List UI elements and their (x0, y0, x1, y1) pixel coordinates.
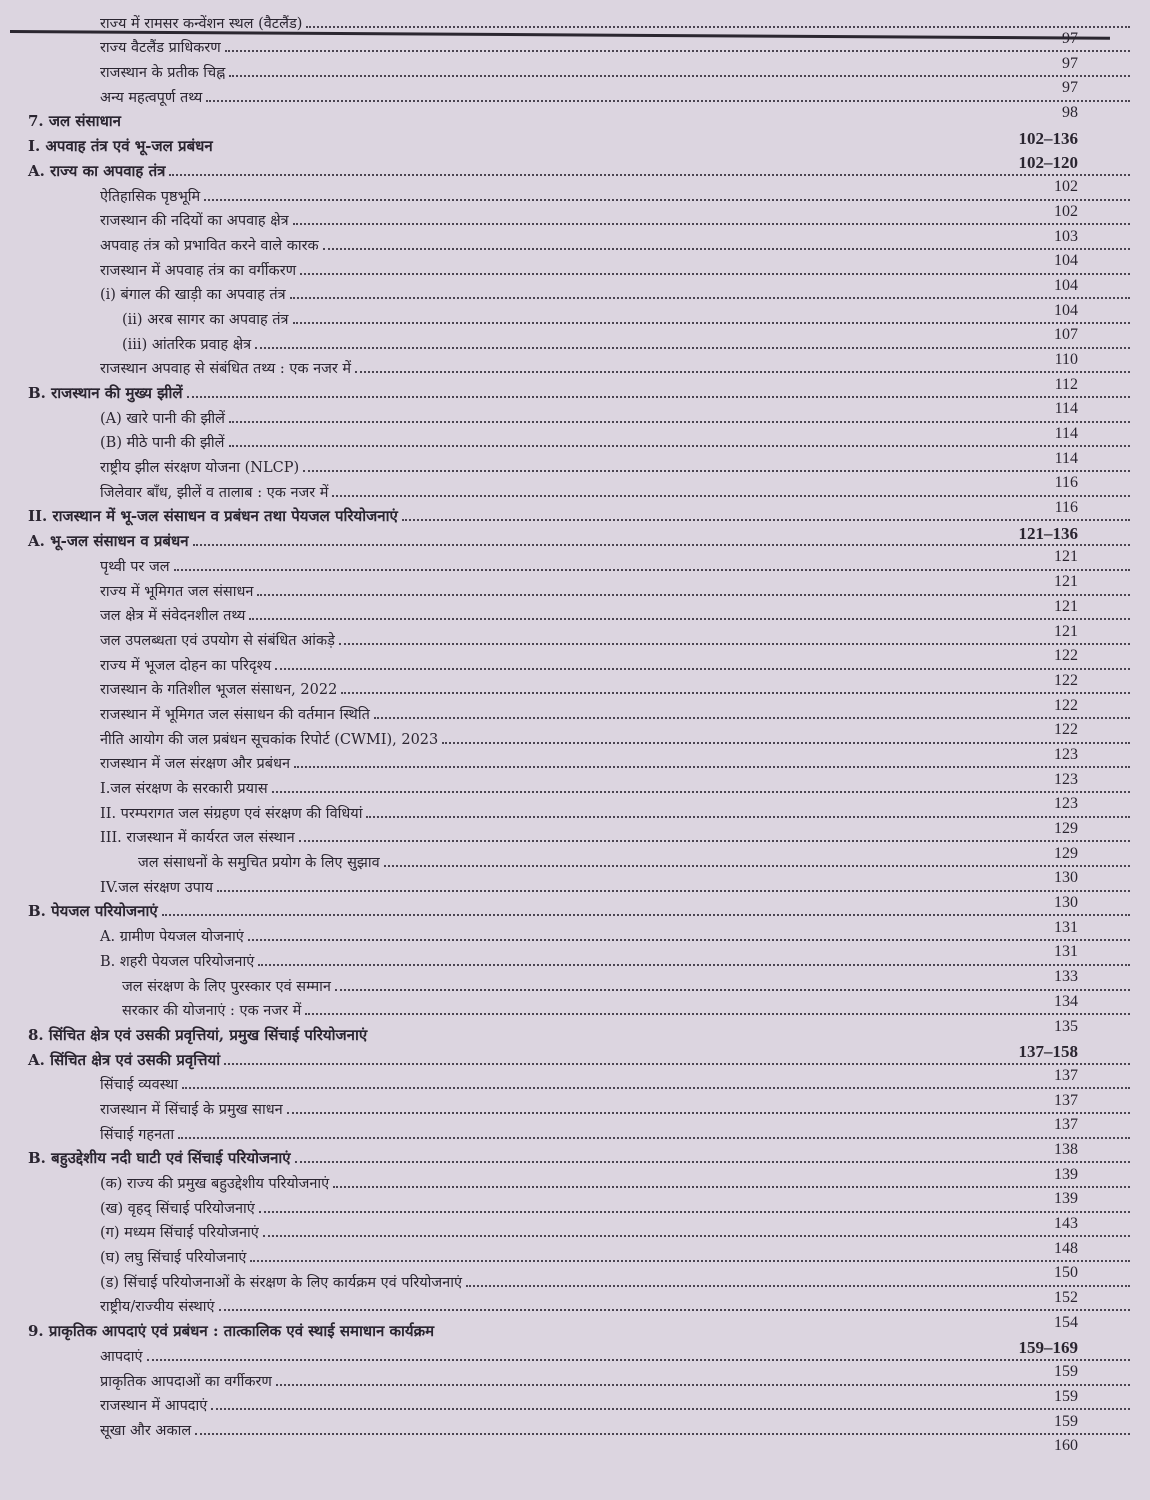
toc-page-number: 159 (1054, 1412, 1078, 1430)
toc-page-number: 160 (1054, 1437, 1078, 1455)
toc-entry (0, 255, 1150, 294)
toc-page-number: 137 (1054, 1116, 1078, 1134)
dot-leader (287, 1112, 1130, 1114)
toc-entry-title: B. राजस्थान की मुख्य झीलें (28, 384, 183, 402)
dot-leader (162, 914, 1130, 916)
toc-entry-title: जल उपलब्धता एवं उपयोग से संबंधित आंकड़े (100, 632, 335, 649)
toc-entry-title: I.जल संरक्षण के सरकारी प्रयास (100, 781, 268, 797)
dot-leader (290, 297, 1130, 299)
toc-page-number: 131 (1054, 918, 1078, 936)
toc-entry-title: (B) मीठे पानी की झीलें (100, 435, 225, 452)
toc-entry (0, 1193, 1150, 1232)
toc-entry-title: II. राजस्थान में भू-जल संसाधन व प्रबंधन तथा पेयजल परियोजनाएं (28, 507, 398, 526)
toc-entry-title: राजस्थान में सिंचाई के प्रमुख साधन (100, 1101, 283, 1118)
toc-entry-title: (ड) सिंचाई परियोजनाओं के संरक्षण के लिए कार्यक्रम एवं परियोजनाएं (100, 1274, 463, 1291)
toc-page-number: 103 (1054, 227, 1078, 245)
toc-entry (0, 403, 1150, 442)
dot-leader (249, 618, 1130, 620)
toc-entry-title: राजस्थान में आपदाएं (100, 1398, 208, 1415)
toc-entry-title: II. परम्परागत जल संग्रहण एवं संरक्षण की विधियां (100, 805, 363, 822)
toc-entry-title: राज्य में रामसर कन्वेंशन स्थल (वैटलैंड) (100, 15, 303, 32)
toc-entry-title: राज्य में भूमिगत जल संसाधन (100, 583, 254, 600)
toc-page-number: 116 (1054, 474, 1078, 492)
toc-page-number: 102 (1054, 202, 1078, 220)
dot-leader (211, 1408, 1130, 1410)
toc-page-number: 131 (1054, 943, 1078, 961)
dot-leader (366, 816, 1130, 818)
toc-entry-title: 7. जल संसाधान (28, 112, 122, 131)
toc-entry-title: प्राकृतिक आपदाओं का वर्गीकरण (100, 1373, 272, 1390)
toc-page-number: 133 (1054, 968, 1078, 986)
dot-leader (275, 668, 1130, 670)
dot-leader (323, 248, 1130, 250)
toc-entry (0, 551, 1150, 591)
toc-entry-title: III. राजस्थान में कार्यरत जल संस्थान (100, 830, 295, 847)
dot-leader (174, 569, 1130, 571)
toc-entry-title: (iii) आंतरिक प्रवाह क्षेत्र (122, 336, 252, 353)
dot-leader (402, 519, 1130, 521)
toc-entry-title: जल क्षेत्र में संवेदनशील तथ्य (100, 608, 246, 625)
toc-page-number: 135 (1054, 1017, 1078, 1035)
dot-leader (332, 495, 1130, 497)
dot-leader (225, 50, 1130, 52)
toc-entry-title: 9. प्राकृतिक आपदाएं एवं प्रबंधन : तात्कालिक एवं स्थाई समाधान कार्यक्रम (28, 1322, 435, 1341)
toc-entry-title: आपदाएं (100, 1348, 143, 1365)
toc-page-number: 137 (1054, 1091, 1078, 1109)
toc-entry-title: (ग) मध्यम सिंचाई परियोजनाएं (100, 1225, 259, 1242)
dot-leader (259, 1211, 1130, 1213)
toc-page-number: 114 (1054, 400, 1078, 418)
toc-page-number: 98 (1062, 104, 1078, 122)
dot-leader (333, 1186, 1130, 1188)
dot-leader (182, 1087, 1130, 1089)
toc-section-entry (0, 156, 1150, 196)
toc-entry-title: राजस्थान में जल संरक्षण और प्रबंधन (100, 756, 291, 773)
dot-leader (466, 1285, 1130, 1287)
toc-page-number: 102–136 (1018, 128, 1078, 148)
toc-page-number: 122 (1054, 671, 1078, 689)
toc-entry-title: B. पेयजल परियोजनाएं (28, 902, 158, 921)
toc-entry-title: (घ) लघु सिंचाई परियोजनाएं (100, 1250, 247, 1267)
toc-entry (0, 1292, 1150, 1331)
dot-leader (295, 1161, 1130, 1163)
toc-entry (0, 301, 1150, 344)
dot-leader (384, 865, 1130, 867)
toc-entry (0, 1412, 1150, 1455)
toc-entry-title: सूखा और अकाल (100, 1422, 192, 1439)
dot-leader (293, 223, 1130, 225)
toc-entry-title: राजस्थान अपवाह से संबंधित तथ्य : एक नजर में (100, 361, 352, 378)
toc-page-number: 122 (1054, 696, 1078, 714)
dot-leader (250, 1260, 1130, 1262)
toc-page-number: 137 (1054, 1066, 1078, 1084)
dot-leader (195, 1433, 1130, 1435)
toc-page-number: 97 (1062, 54, 1078, 72)
table-of-contents (0, 8, 1150, 1455)
toc-page-number: 107 (1054, 326, 1078, 344)
toc-entry (0, 749, 1150, 788)
toc-entry-title: राजस्थान की नदियों का अपवाह क्षेत्र (100, 213, 289, 230)
dot-leader (276, 1384, 1130, 1386)
toc-page-number: 104 (1054, 276, 1078, 294)
dot-leader (169, 174, 1130, 176)
toc-page-number: 114 (1054, 425, 1078, 442)
toc-entry (0, 1239, 1150, 1282)
toc-page-number: 112 (1054, 375, 1078, 393)
toc-page-number: 134 (1054, 992, 1078, 1010)
toc-entry (0, 1070, 1150, 1109)
toc-entry (0, 675, 1150, 714)
toc-page-number: 159 (1054, 1363, 1078, 1381)
toc-entry (0, 54, 1150, 97)
toc-entry-title: पृथ्वी पर जल (100, 558, 170, 575)
toc-entry-title: IV.जल संरक्षण उपाय (100, 879, 214, 896)
toc-entry-title: राज्य वैटलैंड प्राधिकरण (100, 40, 221, 57)
toc-entry (0, 1119, 1150, 1158)
dot-leader (306, 26, 1130, 28)
toc-page-number: 159–169 (1018, 1338, 1078, 1358)
dot-leader (258, 964, 1130, 966)
toc-page-number: 121 (1054, 597, 1078, 615)
toc-entry (0, 622, 1150, 665)
toc-page-number: 104 (1054, 301, 1078, 319)
toc-entry-title: (ii) अरब सागर का अपवाह तंत्र (122, 311, 289, 328)
toc-entry-title: सिंचाई गहनता (100, 1126, 175, 1143)
dot-leader (229, 445, 1131, 447)
toc-entry (0, 1218, 1150, 1257)
dot-leader (193, 544, 1130, 546)
toc-section-entry (0, 375, 1150, 418)
toc-page-number: 122 (1054, 647, 1078, 665)
toc-entry-title: अपवाह तंत्र को प्रभावित करने वाले कारक (100, 237, 319, 254)
toc-page-number: 114 (1054, 449, 1078, 467)
toc-page-number: 154 (1054, 1313, 1078, 1331)
toc-page-number: 97 (1062, 79, 1078, 97)
dot-leader (255, 347, 1130, 349)
toc-entry-title: सिंचाई व्यवस्था (100, 1077, 179, 1094)
dot-leader (263, 1235, 1130, 1237)
toc-entry (0, 696, 1150, 739)
toc-entry (0, 1391, 1150, 1430)
dot-leader (204, 199, 1130, 201)
toc-page-number: 122 (1054, 721, 1078, 739)
dot-leader (303, 470, 1130, 472)
toc-section-entry (0, 1045, 1150, 1084)
toc-section-entry (0, 1144, 1150, 1183)
dot-leader (217, 890, 1130, 892)
toc-page-number: 130 (1054, 894, 1078, 912)
toc-entry (0, 576, 1150, 615)
toc-page-number: 137–158 (1018, 1042, 1078, 1062)
toc-entry (0, 1267, 1150, 1307)
toc-entry (0, 428, 1150, 467)
dot-leader (178, 1137, 1130, 1139)
toc-page-number: 123 (1054, 745, 1078, 763)
toc-chapter-entry (0, 1313, 1150, 1358)
toc-page-number: 138 (1054, 1140, 1078, 1158)
toc-entry-title: A. सिंचित क्षेत्र एवं उसकी प्रवृत्तियां (28, 1050, 221, 1069)
toc-page-number: 123 (1054, 770, 1078, 788)
toc-entry (0, 449, 1150, 492)
toc-entry-title: राजस्थान के प्रतीक चिह्न (100, 65, 226, 82)
toc-entry-title: राजस्थान में अपवाह तंत्र का वर्गीकरण (100, 262, 297, 279)
toc-entry-title: सरकार की योजनाएं : एक नजर में (122, 1003, 302, 1020)
toc-entry-title: जल संरक्षण के लिए पुरस्कार एवं सम्मान (122, 978, 331, 995)
toc-entry-title: (i) बंगाल की खाड़ी का अपवाह तंत्र (100, 287, 286, 304)
toc-entry-title: B. बहुउद्देशीय नदी घाटी एवं सिंचाई परियोजनाएं (28, 1149, 291, 1168)
toc-entry (0, 946, 1150, 986)
dot-leader (355, 371, 1130, 373)
toc-entry (0, 1341, 1150, 1381)
toc-entry (0, 329, 1150, 368)
toc-entry (0, 918, 1150, 961)
dot-leader (374, 717, 1130, 719)
dot-leader (299, 840, 1130, 842)
toc-entry-title: जिलेवार बाँध, झीलें व तालाब : एक नजर में (100, 484, 329, 501)
toc-entry (0, 227, 1150, 270)
toc-page-number: 116 (1054, 499, 1078, 517)
dot-leader (224, 1063, 1130, 1065)
toc-entry-title: राजस्थान में भूमिगत जल संसाधन की वर्तमान स्थिति (100, 706, 370, 723)
toc-entry (0, 724, 1150, 763)
toc-entry (0, 601, 1150, 640)
toc-page-number: 139 (1054, 1165, 1078, 1183)
toc-entry-title: राज्य में भूजल दोहन का परिदृश्य (100, 657, 272, 674)
toc-page-number: 121 (1054, 548, 1078, 566)
toc-entry-title: 8. सिंचित क्षेत्र एवं उसकी प्रवृत्तियां, प्रमुख सिंचाई परियोजनाएं (28, 1025, 368, 1044)
toc-entry-title: (A) खारे पानी की झीलें (100, 410, 226, 427)
toc-entry-title: I. अपवाह तंत्र एवं भू-जल प्रबंधन (28, 137, 213, 156)
dot-leader (248, 939, 1130, 941)
toc-entry-title: राष्ट्रीय/राज्यीय संस्थाएं (100, 1299, 215, 1316)
toc-entry (0, 33, 1150, 72)
toc-page-number: 123 (1054, 795, 1078, 813)
toc-page-number: 121 (1054, 622, 1078, 640)
toc-page-number: 159 (1054, 1387, 1078, 1405)
toc-page-number: 130 (1054, 869, 1078, 887)
toc-page-number: 139 (1054, 1190, 1078, 1208)
toc-entry-title: अन्य महत्वपूर्ण तथ्य (100, 89, 203, 106)
dot-leader (341, 692, 1130, 694)
toc-entry (0, 8, 1150, 47)
toc-page-number: 121–136 (1018, 523, 1078, 543)
toc-entry (0, 1165, 1150, 1208)
toc-entry (0, 181, 1150, 220)
toc-entry-title: ऐतिहासिक पृष्ठभूमि (100, 188, 201, 205)
toc-page-number: 102–120 (1018, 153, 1078, 173)
dot-leader (335, 989, 1130, 991)
toc-entry-title: B. शहरी पेयजल परियोजनाएं (100, 953, 255, 970)
toc-page-number: 110 (1054, 350, 1078, 368)
toc-section-entry (0, 897, 1150, 936)
toc-page-number: 143 (1054, 1215, 1078, 1232)
toc-entry (0, 971, 1150, 1010)
toc-page-number: 97 (1062, 30, 1078, 47)
toc-entry-title: राजस्थान के गतिशील भूजल संसाधन, 2022 (100, 682, 338, 699)
toc-page-number: 102 (1054, 178, 1078, 196)
dot-leader (257, 594, 1130, 596)
toc-entry (0, 1091, 1150, 1134)
toc-section-entry (0, 523, 1150, 566)
toc-page-number: 148 (1054, 1239, 1078, 1257)
toc-entry-title: नीति आयोग की जल प्रबंधन सूचकांक रिपोर्ट (CWMI), 2023 (100, 731, 439, 748)
toc-entry-title: A. राज्य का अपवाह तंत्र (28, 161, 166, 180)
toc-entry (0, 770, 1150, 813)
dot-leader (294, 766, 1130, 768)
toc-page-number: 150 (1054, 1264, 1078, 1282)
dot-leader (442, 742, 1130, 744)
dot-leader (272, 791, 1130, 793)
toc-page-number: 129 (1054, 820, 1078, 837)
toc-entry-title: जल संसाधनों के समुचित प्रयोग के लिए सुझाव (138, 855, 380, 872)
toc-entry (0, 798, 1150, 837)
toc-entry (0, 206, 1150, 245)
toc-entry (0, 650, 1150, 689)
toc-page-number: 152 (1054, 1289, 1078, 1307)
toc-entry-title: (क) राज्य की प्रमुख बहुउद्देशीय परियोजनाएं (100, 1176, 330, 1192)
toc-entry-title: A. भू-जल संसाधन व प्रबंधन (28, 532, 189, 551)
toc-entry (0, 823, 1150, 862)
dot-leader (206, 100, 1130, 102)
dot-leader (147, 1359, 1130, 1361)
dot-leader (187, 396, 1130, 398)
toc-entry-title: (ख) वृहद् सिंचाई परियोजनाएं (100, 1200, 255, 1217)
toc-entry-title: राष्ट्रीय झील संरक्षण योजना (NLCP) (100, 460, 300, 477)
dot-leader (229, 421, 1130, 423)
toc-page-number: 121 (1054, 573, 1078, 591)
dot-leader (305, 1013, 1130, 1015)
toc-page-number: 104 (1054, 252, 1078, 270)
dot-leader (293, 322, 1130, 324)
toc-entry-title: A. ग्रामीण पेयजल योजनाएं (100, 929, 244, 946)
dot-leader (300, 273, 1130, 275)
toc-entry (0, 280, 1150, 319)
dot-leader (339, 643, 1130, 645)
dot-leader (219, 1309, 1130, 1311)
toc-page-number: 129 (1054, 844, 1078, 862)
toc-entry (0, 844, 1150, 887)
toc-entry (0, 1366, 1150, 1405)
dot-leader (229, 75, 1130, 77)
